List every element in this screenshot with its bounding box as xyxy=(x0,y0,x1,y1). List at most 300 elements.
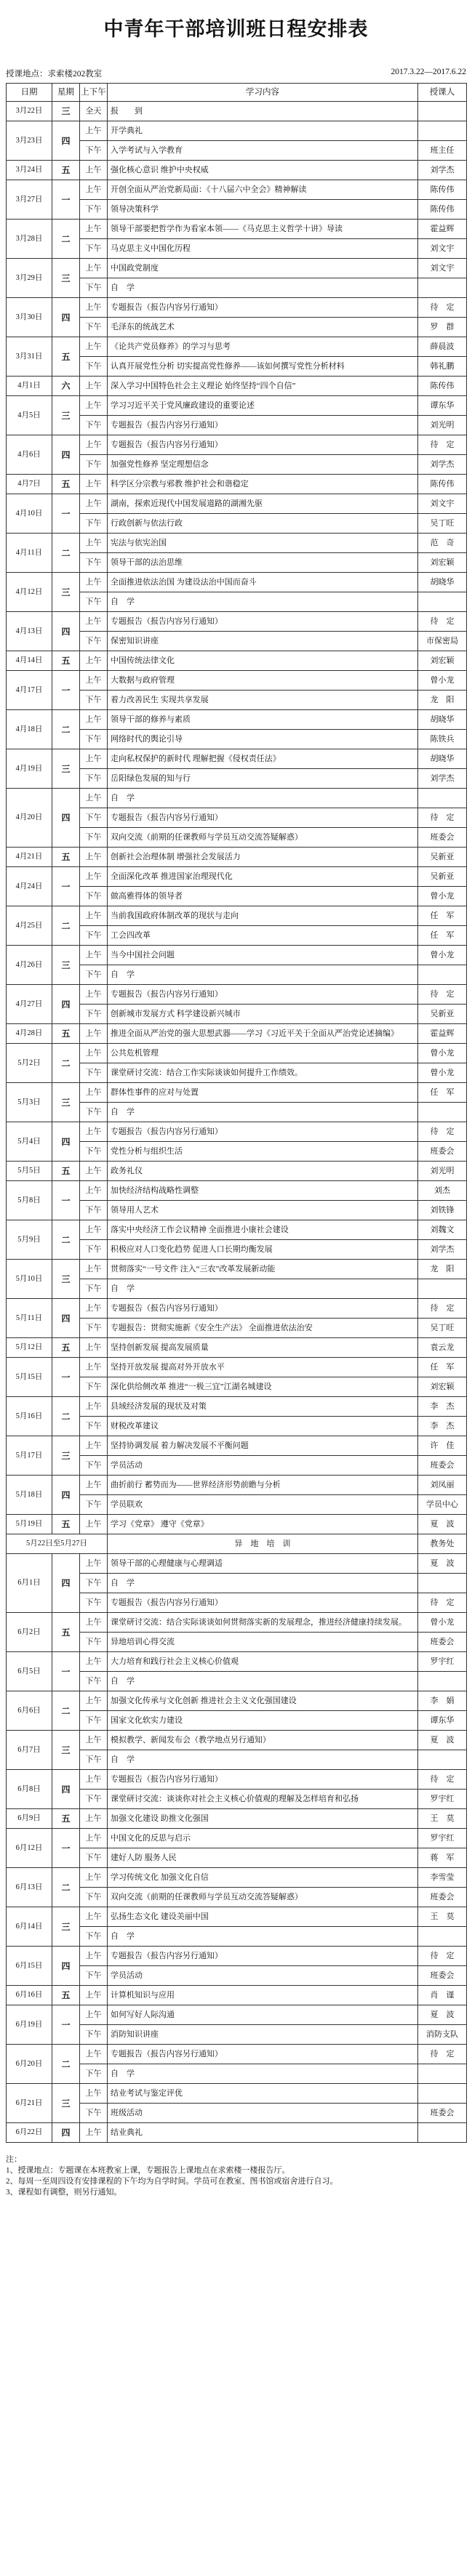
date-cell: 5月8日 xyxy=(7,1181,52,1220)
session-cell: 上午 xyxy=(80,573,108,592)
session-cell: 下午 xyxy=(80,1103,108,1122)
schedule-row xyxy=(7,946,467,965)
schedule-row xyxy=(7,161,467,180)
session-cell: 下午 xyxy=(80,1672,108,1691)
note-line: 2、每周一至周四设有安排课程的下午均为自学时间。学员可在教室、图书馆或宿舍进行自习。 xyxy=(6,2177,338,2186)
content-cell: 专题报告（报告内容另行通知） xyxy=(108,1299,418,1319)
schedule-row xyxy=(7,1299,467,1319)
content-cell: 全面深化改革 推进国家治理现代化 xyxy=(108,867,418,887)
schedule-row xyxy=(7,377,467,396)
session-cell: 上午 xyxy=(80,2005,108,2025)
content-cell: 课堂研讨交流：结合工作实际谈谈如何提升工作绩效。 xyxy=(108,1063,418,1083)
schedule-row xyxy=(7,220,467,239)
date-cell: 3月22日 xyxy=(7,102,52,121)
lecturer-cell: 班委会 xyxy=(418,1142,467,1162)
session-cell: 下午 xyxy=(80,1593,108,1613)
weekday-cell: 二 xyxy=(52,906,80,946)
content-cell: 领导干部的修养与素质 xyxy=(108,710,418,730)
lecturer-cell: 刘学杰 xyxy=(418,1240,467,1260)
content-cell: 加强党性修养 坚定理想信念 xyxy=(108,455,418,475)
lecturer-cell: 任 军 xyxy=(418,926,467,946)
content-cell: 学习传统文化 加强文化自信 xyxy=(108,1868,418,1888)
session-cell: 上午 xyxy=(80,377,108,396)
content-cell: 中国传统法律文化 xyxy=(108,651,418,671)
header-weekday: 星期 xyxy=(52,84,80,102)
date-cell: 4月20日 xyxy=(7,789,52,848)
lecturer-cell: 曾小龙 xyxy=(418,1613,467,1633)
session-cell: 上午 xyxy=(80,1829,108,1848)
content-cell: 强化核心意识 维护中央权威 xyxy=(108,161,418,180)
weekday-cell: 一 xyxy=(52,1181,80,1220)
lecturer-cell: 罗宇红 xyxy=(418,1652,467,1672)
lecturer-cell: 蒋 军 xyxy=(418,1848,467,1868)
weekday-cell: 一 xyxy=(52,1652,80,1691)
lecturer-cell: 教务处 xyxy=(418,1534,467,1554)
content-cell: 加快经济结构战略性调整 xyxy=(108,1181,418,1201)
session-cell: 下午 xyxy=(80,1495,108,1515)
content-cell: 落实中央经济工作会议精神 全面推进小康社会建设 xyxy=(108,1220,418,1240)
content-cell: 深入学习中国特色社会主义理论 始终坚持“四个自信” xyxy=(108,377,418,396)
schedule-row xyxy=(7,1436,467,1456)
content-cell: 开学典礼 xyxy=(108,121,418,141)
session-cell: 上午 xyxy=(80,337,108,357)
content-cell: 推进全面从严治党的强大思想武器——学习《习近平关于全面从严治党论述摘编》 xyxy=(108,1024,418,1044)
lecturer-cell: 袁云龙 xyxy=(418,1338,467,1358)
lecturer-cell: 李 杰 xyxy=(418,1417,467,1436)
schedule-row xyxy=(7,1358,467,1377)
schedule-row xyxy=(7,1613,467,1633)
content-cell: 坚持开放发展 提高对外开放水平 xyxy=(108,1358,418,1377)
session-cell: 下午 xyxy=(80,769,108,789)
session-cell: 上午 xyxy=(80,494,108,514)
session-cell: 上午 xyxy=(80,435,108,455)
weekday-cell: 三 xyxy=(52,1260,80,1299)
content-cell: 认真开展党性分析 切实提高党性修养——该如何撰写党性分析材料 xyxy=(108,357,418,377)
weekday-cell: 五 xyxy=(52,1613,80,1652)
weekday-cell: 三 xyxy=(52,396,80,435)
session-cell: 上午 xyxy=(80,1731,108,1750)
weekday-cell: 四 xyxy=(52,1947,80,1986)
date-cell: 4月19日 xyxy=(7,749,52,789)
session-cell: 下午 xyxy=(80,2064,108,2084)
content-cell: 弘扬生态文化 建设美丽中国 xyxy=(108,1907,418,1927)
weekday-cell: 五 xyxy=(52,1809,80,1829)
session-cell: 下午 xyxy=(80,278,108,298)
lecturer-cell xyxy=(418,2064,467,2084)
lecturer-cell xyxy=(418,1279,467,1299)
lecturer-cell: 任 军 xyxy=(418,906,467,926)
session-cell: 上午 xyxy=(80,180,108,200)
header-content: 学习内容 xyxy=(108,84,418,102)
schedule-row xyxy=(7,435,467,455)
date-cell: 6月6日 xyxy=(7,1691,52,1731)
content-cell: 国家文化软实力建设 xyxy=(108,1711,418,1731)
content-cell: 网络时代的舆论引导 xyxy=(108,730,418,749)
lecturer-cell: 班委会 xyxy=(418,1888,467,1907)
content-cell: 坚持创新发展 提高发展质量 xyxy=(108,1338,418,1358)
weekday-cell: 三 xyxy=(52,1436,80,1476)
weekday-cell: 三 xyxy=(52,573,80,612)
session-cell: 上午 xyxy=(80,867,108,887)
schedule-row xyxy=(7,867,467,887)
date-cell: 5月18日 xyxy=(7,1476,52,1515)
date-cell: 4月27日 xyxy=(7,985,52,1024)
weekday-cell: 三 xyxy=(52,1907,80,1947)
session-cell: 下午 xyxy=(80,808,108,828)
date-cell: 4月11日 xyxy=(7,534,52,573)
content-cell: 自 学 xyxy=(108,1279,418,1299)
session-cell: 下午 xyxy=(80,1633,108,1652)
weekday-cell: 三 xyxy=(52,1083,80,1122)
lecturer-cell: 刘文宇 xyxy=(418,494,467,514)
content-cell: 毛泽东的统战艺术 xyxy=(108,318,418,337)
session-cell: 上午 xyxy=(80,121,108,141)
session-cell: 下午 xyxy=(80,1240,108,1260)
session-cell: 下午 xyxy=(80,2025,108,2045)
lecturer-cell: 范 奇 xyxy=(418,534,467,553)
lecturer-cell: 罗宇红 xyxy=(418,1790,467,1809)
session-cell: 下午 xyxy=(80,1966,108,1986)
content-cell: 专题报告（报告内容另行通知） xyxy=(108,298,418,318)
date-cell: 6月8日 xyxy=(7,1770,52,1809)
lecturer-cell: 夏 波 xyxy=(418,1554,467,1574)
lecturer-cell xyxy=(418,1672,467,1691)
date-cell: 6月14日 xyxy=(7,1907,52,1947)
session-cell: 下午 xyxy=(80,357,108,377)
lecturer-cell xyxy=(418,278,467,298)
session-cell: 下午 xyxy=(80,1574,108,1593)
weekday-cell: 五 xyxy=(52,848,80,867)
content-cell: 双向交流（前期的任课教师与学员互动交流答疑解惑） xyxy=(108,828,418,848)
weekday-cell: 二 xyxy=(52,1868,80,1907)
session-cell: 上午 xyxy=(80,1083,108,1103)
session-cell: 上午 xyxy=(80,1220,108,1240)
lecturer-cell: 罗 群 xyxy=(418,318,467,337)
content-cell: 群体性事件的应对与处置 xyxy=(108,1083,418,1103)
weekday-cell: 五 xyxy=(52,1986,80,2005)
lecturer-cell: 许 佳 xyxy=(418,1436,467,1456)
date-cell: 4月12日 xyxy=(7,573,52,612)
session-cell: 上午 xyxy=(80,985,108,1005)
session-cell: 下午 xyxy=(80,1417,108,1436)
date-cell: 3月24日 xyxy=(7,161,52,180)
weekday-cell: 四 xyxy=(52,789,80,848)
schedule-row xyxy=(7,1809,467,1829)
date-cell: 4月26日 xyxy=(7,946,52,985)
header-session: 上下午 xyxy=(80,84,108,102)
session-cell: 下午 xyxy=(80,455,108,475)
schedule-row xyxy=(7,1338,467,1358)
weekday-cell: 五 xyxy=(52,1024,80,1044)
lecturer-cell xyxy=(418,1574,467,1593)
content-cell: 工会四改革 xyxy=(108,926,418,946)
date-cell: 5月22日至5月27日 xyxy=(7,1534,108,1554)
content-cell: 加强文化建设 助推文化强国 xyxy=(108,1809,418,1829)
weekday-cell: 四 xyxy=(52,1770,80,1809)
lecturer-cell xyxy=(418,102,467,121)
lecturer-cell: 待 定 xyxy=(418,435,467,455)
weekday-cell: 四 xyxy=(52,1476,80,1515)
lecturer-cell xyxy=(418,121,467,141)
note-line: 1、授课地点：专题课在本班教室上课，专题报告上课地点在求索楼一楼报告厅。 xyxy=(6,2166,290,2175)
weekday-cell: 一 xyxy=(52,671,80,710)
schedule-row xyxy=(7,337,467,357)
lecturer-cell: 班主任 xyxy=(418,141,467,161)
content-cell: 专题报告（报告内容另行通知） xyxy=(108,1947,418,1966)
weekday-cell: 一 xyxy=(52,180,80,220)
weekday-cell: 二 xyxy=(52,534,80,573)
session-cell: 上午 xyxy=(80,1907,108,1927)
lecturer-cell: 待 定 xyxy=(418,612,467,632)
session-cell: 上午 xyxy=(80,1260,108,1279)
content-cell: 异 地 培 训 xyxy=(108,1534,418,1554)
session-cell: 下午 xyxy=(80,239,108,259)
lecturer-cell: 吴新亚 xyxy=(418,1005,467,1024)
session-cell: 上午 xyxy=(80,1986,108,2005)
content-cell: 深化供给侧改革 推进“一极三宜”江湖名城建设 xyxy=(108,1377,418,1397)
weekday-cell: 一 xyxy=(52,1358,80,1397)
date-cell: 5月9日 xyxy=(7,1220,52,1260)
weekday-cell: 一 xyxy=(52,1829,80,1868)
lecturer-cell: 罗宇红 xyxy=(418,1829,467,1848)
session-cell: 下午 xyxy=(80,1927,108,1947)
lecturer-cell: 吴新亚 xyxy=(418,867,467,887)
session-cell: 上午 xyxy=(80,1554,108,1574)
date-cell: 4月24日 xyxy=(7,867,52,906)
lecturer-cell: 班委会 xyxy=(418,1966,467,1986)
date-cell: 4月14日 xyxy=(7,651,52,671)
lecturer-cell xyxy=(418,592,467,612)
schedule-row xyxy=(7,2084,467,2104)
date-cell: 5月10日 xyxy=(7,1260,52,1299)
lecturer-cell: 李 杰 xyxy=(418,1397,467,1417)
schedule-row xyxy=(7,396,467,416)
lecturer-cell: 龙 阳 xyxy=(418,1260,467,1279)
session-cell: 上午 xyxy=(80,298,108,318)
weekday-cell: 五 xyxy=(52,651,80,671)
schedule-row xyxy=(7,985,467,1005)
date-cell: 5月4日 xyxy=(7,1122,52,1162)
schedule-row xyxy=(7,1476,467,1495)
lecturer-cell: 待 定 xyxy=(418,1122,467,1142)
content-cell: 专题报告（报告内容另行通知） xyxy=(108,1770,418,1790)
venue-text: 授课地点：求索楼202教室 xyxy=(6,70,103,79)
weekday-cell: 四 xyxy=(52,1122,80,1162)
session-cell: 上午 xyxy=(80,946,108,965)
session-cell: 下午 xyxy=(80,1711,108,1731)
content-cell: 班级活动 xyxy=(108,2104,418,2123)
lecturer-cell: 班委会 xyxy=(418,2104,467,2123)
schedule-row xyxy=(7,1731,467,1750)
lecturer-cell: 待 定 xyxy=(418,2045,467,2064)
schedule-row xyxy=(7,749,467,769)
schedule-row xyxy=(7,1083,467,1103)
schedule-row xyxy=(7,1829,467,1848)
content-cell: 入学考试与入学教育 xyxy=(108,141,418,161)
weekday-cell: 三 xyxy=(52,102,80,121)
session-cell: 下午 xyxy=(80,926,108,946)
session-cell: 上午 xyxy=(80,906,108,926)
date-cell: 6月1日 xyxy=(7,1554,52,1613)
lecturer-cell: 陈传伟 xyxy=(418,377,467,396)
date-cell: 5月2日 xyxy=(7,1044,52,1083)
content-cell: 领导用人艺术 xyxy=(108,1201,418,1220)
date-cell: 4月7日 xyxy=(7,475,52,494)
date-cell: 6月15日 xyxy=(7,1947,52,1986)
lecturer-cell: 刘光明 xyxy=(418,416,467,435)
lecturer-cell: 韩礼鹏 xyxy=(418,357,467,377)
content-cell: 双向交流（前期的任课教师与学员互动交流答疑解惑） xyxy=(108,1888,418,1907)
session-cell: 下午 xyxy=(80,1142,108,1162)
content-cell: 中国政党制度 xyxy=(108,259,418,278)
date-cell: 4月1日 xyxy=(7,377,52,396)
content-cell: 着力改善民生 实现共享发展 xyxy=(108,691,418,710)
content-cell: 异地培训心得交流 xyxy=(108,1633,418,1652)
content-cell: 学习《党章》 遵守《党章》 xyxy=(108,1515,418,1534)
date-cell: 6月20日 xyxy=(7,2045,52,2084)
lecturer-cell: 待 定 xyxy=(418,1593,467,1613)
schedule-row xyxy=(7,2045,467,2064)
date-cell: 5月5日 xyxy=(7,1162,52,1181)
weekday-cell: 三 xyxy=(52,2084,80,2123)
lecturer-cell: 胡晓华 xyxy=(418,710,467,730)
lecturer-cell: 刘铁锋 xyxy=(418,1201,467,1220)
content-cell: 课堂研讨交流：结合实际谈谈如何贯彻落实新的发展理念，推进经济健康持续发展。 xyxy=(108,1613,418,1633)
session-cell: 上午 xyxy=(80,1122,108,1142)
content-cell: 专题报告（报告内容另行通知） xyxy=(108,1593,418,1613)
content-cell: 专题报告：贯彻实施新《安全生产法》 全面推进依法治安 xyxy=(108,1319,418,1338)
content-cell: 党性分析与组织生活 xyxy=(108,1142,418,1162)
session-cell: 上午 xyxy=(80,1515,108,1534)
header-date: 日期 xyxy=(7,84,52,102)
session-cell: 下午 xyxy=(80,318,108,337)
schedule-row xyxy=(7,534,467,553)
lecturer-cell: 陈传伟 xyxy=(418,180,467,200)
weekday-cell: 三 xyxy=(52,946,80,985)
schedule-row xyxy=(7,2123,467,2143)
date-cell: 5月19日 xyxy=(7,1515,52,1534)
content-cell: 专题报告（报告内容另行通知） xyxy=(108,2045,418,2064)
session-cell: 下午 xyxy=(80,730,108,749)
content-cell: 保密知识讲座 xyxy=(108,632,418,651)
session-cell: 下午 xyxy=(80,965,108,985)
content-cell: 自 学 xyxy=(108,1574,418,1593)
content-cell: 积极应对人口变化趋势 促进人口长期均衡发展 xyxy=(108,1240,418,1260)
session-cell: 下午 xyxy=(80,1377,108,1397)
note-line: 注： xyxy=(6,2155,22,2164)
table-header-row xyxy=(7,84,467,102)
session-cell: 上午 xyxy=(80,259,108,278)
weekday-cell: 五 xyxy=(52,475,80,494)
schedule-row xyxy=(7,906,467,926)
lecturer-cell: 曾小龙 xyxy=(418,671,467,691)
weekday-cell: 四 xyxy=(52,121,80,161)
lecturer-cell: 陈传伟 xyxy=(418,475,467,494)
lecturer-cell xyxy=(418,1750,467,1770)
session-cell: 上午 xyxy=(80,2123,108,2143)
content-cell: 学员联欢 xyxy=(108,1495,418,1515)
weekday-cell: 五 xyxy=(52,161,80,180)
session-cell: 上午 xyxy=(80,749,108,769)
session-cell: 上午 xyxy=(80,1338,108,1358)
session-cell: 下午 xyxy=(80,1888,108,1907)
lecturer-cell: 学员中心 xyxy=(418,1495,467,1515)
content-cell: 专题报告（报告内容另行通知） xyxy=(108,416,418,435)
lecturer-cell: 消防支队 xyxy=(418,2025,467,2045)
content-cell: 自 学 xyxy=(108,592,418,612)
date-cell: 4月13日 xyxy=(7,612,52,651)
schedule-row xyxy=(7,1515,467,1534)
schedule-row xyxy=(7,612,467,632)
schedule-row xyxy=(7,573,467,592)
weekday-cell: 五 xyxy=(52,1338,80,1358)
content-cell: 领导干部的法治思维 xyxy=(108,553,418,573)
content-cell: 自 学 xyxy=(108,1750,418,1770)
lecturer-cell: 王 莫 xyxy=(418,1907,467,1927)
session-cell: 上午 xyxy=(80,1397,108,1417)
lecturer-cell: 吴新亚 xyxy=(418,848,467,867)
schedule-row xyxy=(7,1260,467,1279)
lecturer-cell: 待 定 xyxy=(418,985,467,1005)
date-cell: 3月30日 xyxy=(7,298,52,337)
session-cell: 上午 xyxy=(80,1024,108,1044)
weekday-cell: 四 xyxy=(52,435,80,475)
session-cell: 下午 xyxy=(80,1456,108,1476)
date-cell: 4月28日 xyxy=(7,1024,52,1044)
session-cell: 上午 xyxy=(80,1652,108,1672)
lecturer-cell: 班委会 xyxy=(418,828,467,848)
date-cell: 6月5日 xyxy=(7,1652,52,1691)
content-cell: 计算机知识与应用 xyxy=(108,1986,418,2005)
lecturer-cell: 刘宏颖 xyxy=(418,651,467,671)
lecturer-cell: 薛晨波 xyxy=(418,337,467,357)
session-cell: 上午 xyxy=(80,1770,108,1790)
weekday-cell: 三 xyxy=(52,259,80,298)
weekday-cell: 四 xyxy=(52,1554,80,1613)
schedule-row xyxy=(7,1554,467,1574)
lecturer-cell: 刘文宇 xyxy=(418,259,467,278)
content-cell: 岳阳绿色发展的知与行 xyxy=(108,769,418,789)
lecturer-cell: 夏 波 xyxy=(418,2005,467,2025)
session-cell: 下午 xyxy=(80,828,108,848)
session-cell: 下午 xyxy=(80,200,108,220)
session-cell: 上午 xyxy=(80,1476,108,1495)
content-cell: 专题报告（报告内容另行通知） xyxy=(108,985,418,1005)
lecturer-cell: 王 莫 xyxy=(418,1809,467,1829)
lecturer-cell: 任 军 xyxy=(418,1083,467,1103)
lecturer-cell: 刘学杰 xyxy=(418,769,467,789)
date-cell: 4月21日 xyxy=(7,848,52,867)
lecturer-cell: 刘学杰 xyxy=(418,161,467,180)
content-cell: 专题报告（报告内容另行通知） xyxy=(108,612,418,632)
lecturer-cell: 市保密局 xyxy=(418,632,467,651)
session-cell: 上午 xyxy=(80,2045,108,2064)
lecturer-cell: 肖 谨 xyxy=(418,1986,467,2005)
schedule-row xyxy=(7,710,467,730)
session-cell: 下午 xyxy=(80,514,108,534)
session-cell: 上午 xyxy=(80,1044,108,1063)
session-cell: 上午 xyxy=(80,475,108,494)
date-cell: 3月23日 xyxy=(7,121,52,161)
lecturer-cell: 陈传伟 xyxy=(418,200,467,220)
weekday-cell: 四 xyxy=(52,612,80,651)
session-cell: 上午 xyxy=(80,1358,108,1377)
weekday-cell: 四 xyxy=(52,985,80,1024)
schedule-row xyxy=(7,494,467,514)
session-cell: 下午 xyxy=(80,1279,108,1299)
schedule-row xyxy=(7,1044,467,1063)
content-cell: 课堂研讨交流：谈谈你对社会主义核心价值观的理解及怎样培育和弘扬 xyxy=(108,1790,418,1809)
